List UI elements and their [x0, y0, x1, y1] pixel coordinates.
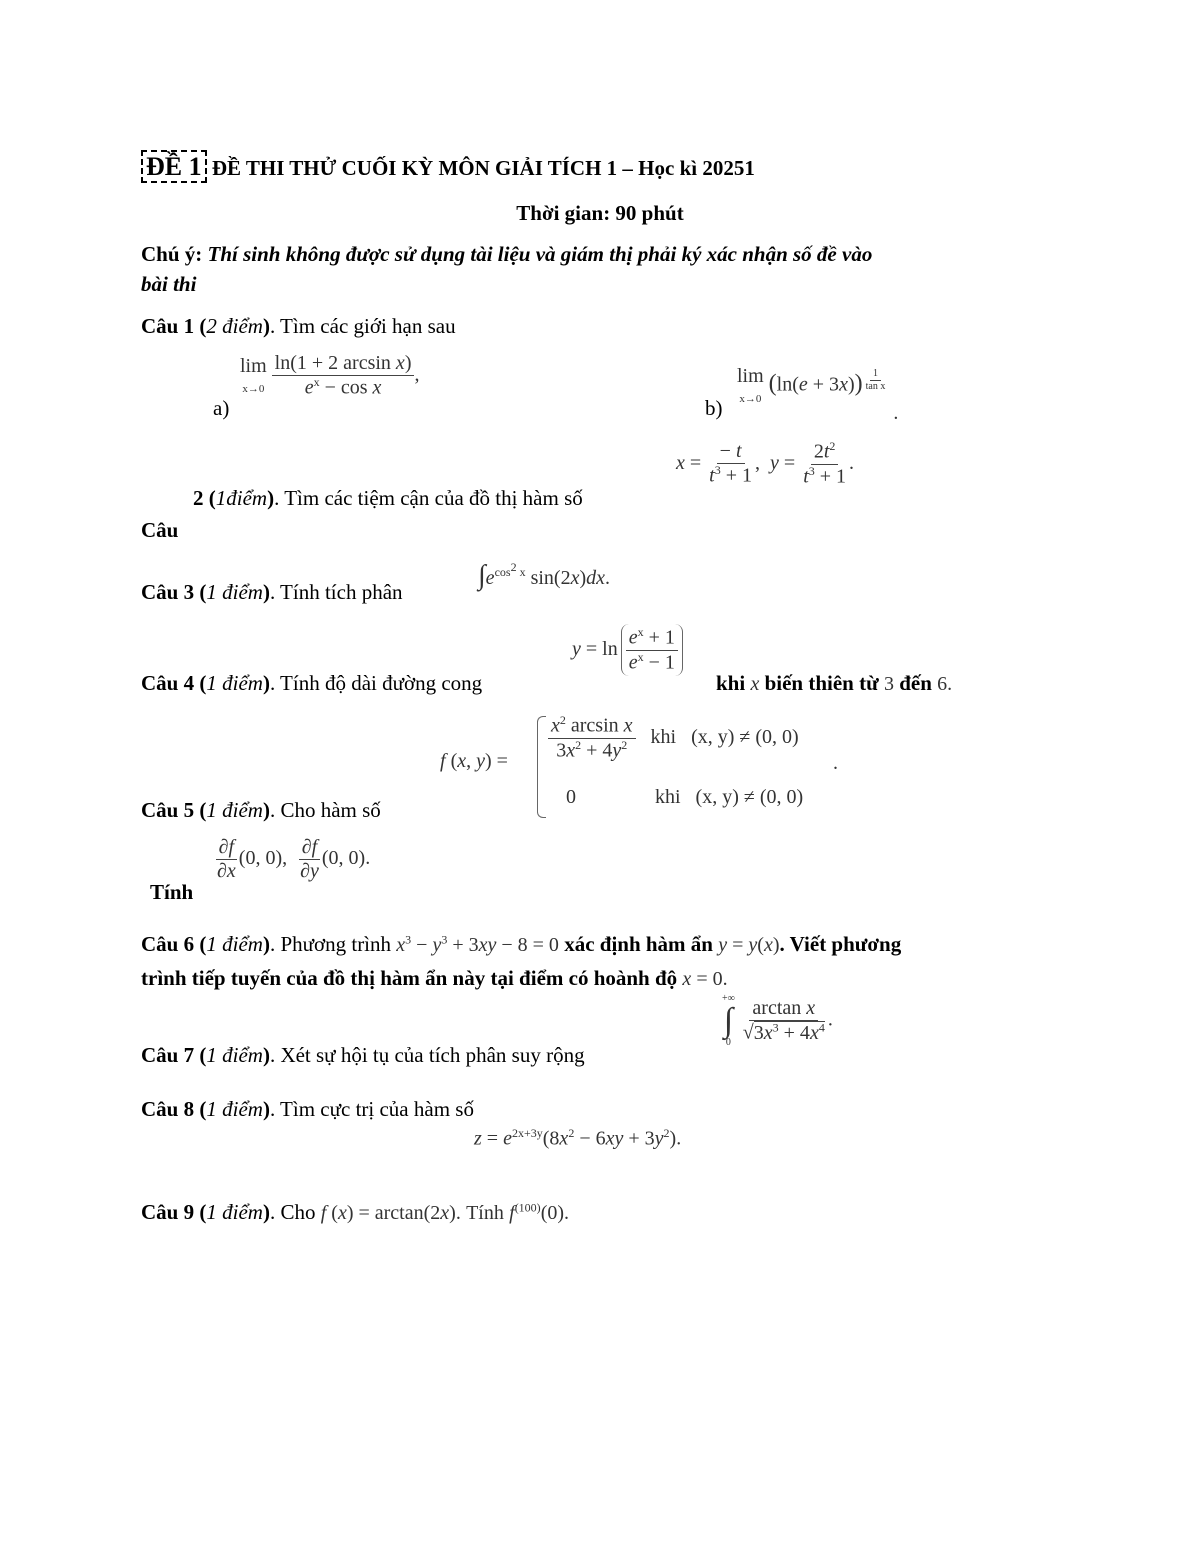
- exam-title-line: [141, 152, 755, 182]
- q5-brace: [537, 716, 546, 818]
- question-6-line2: trình tiếp tuyến của đồ thị hàm ẩn này tại điểm có hoành độ x = 0.: [141, 966, 728, 990]
- q9-derivative: $f^{(100)}(0)$.: [509, 1200, 570, 1224]
- exam-note-cont: bài thi: [141, 272, 197, 296]
- exam-code-badge: ĐỀ 1: [141, 150, 207, 183]
- q9-function: f (x) = arctan(2x).: [320, 1202, 461, 1224]
- q7-integral: +∞ ∫ 0 $\frac{\text{arctan x}}{√3x^3 + 4x^4}$ .: [722, 993, 833, 1048]
- question-8: Câu 8 (1 điểm). Tìm cực trị của hàm số: [141, 1097, 474, 1121]
- question-6: Câu 6 (1 điểm). Phương trình $x^3 - y^3 + 3xy - 8 = 0$ xác định hàm ẩn y = y(x). Viết phương: [141, 932, 902, 956]
- exam-time: Thời gian: 90 phút: [516, 201, 684, 225]
- q4-curve: y = ln $\frac{e^x + 1}{e^x - 1}$: [572, 624, 683, 676]
- q5-function-name: f (x, y) =: [440, 750, 508, 772]
- question-4: Câu 4 (1 điểm). Tính độ dài đường cong: [141, 671, 483, 695]
- q6-implicit: y = y(x): [718, 934, 780, 956]
- q1-limit-b: lim x→0 (ln(e + 3x)) $^{\frac{1}{\text{tan x}}}$ .: [737, 365, 899, 424]
- question-3: Câu 3 (1 điểm). Tính tích phân: [141, 580, 403, 604]
- question-5: Câu 5 (1 điểm). Cho hàm số: [141, 798, 381, 822]
- q2-parametric: x = $\frac{- t}{t^3 + 1}$ , y = $\frac{2t^2}{t^3 + 1}$ .: [676, 439, 855, 488]
- q6-equation: $x^3 - y^3 + 3xy - 8 = 0$: [396, 932, 559, 956]
- q9-compute: Tính: [466, 1202, 504, 1224]
- q5-partials: $\frac{\partial f}{\partial x}$ (0, 0), $\frac{\partial f}{\partial y}$ (0, 0).: [217, 836, 371, 882]
- q5-case-1: $\frac{x^2 \arcsin x}{3x^2 + 4y^2}$ khi (x, y) ≠ (0, 0): [548, 714, 799, 762]
- question-1: Câu 1 (2 điểm). Tìm các giới hạn sau: [141, 314, 456, 338]
- q1-part-b-label: b): [705, 396, 723, 420]
- q5-compute: Tính: [150, 880, 194, 904]
- q1-limit-a: lim x→0 $\frac{\text{ln(1 + 2 arcsin x)}}{e^x - \cos x}$ ,: [240, 352, 420, 399]
- q5-case-2: 0 khi (x, y) ≠ (0, 0): [566, 786, 804, 808]
- question-7: Câu 7 (1 điểm). Xét sự hội tụ của tích phân suy rộng: [141, 1043, 585, 1067]
- question-9: Câu 9 (1 điểm). Cho f (x) = arctan(2x). Tính $f^{(100)}(0)$.: [141, 1200, 570, 1224]
- q4-range: khi x biến thiên từ 3 đến 6.: [716, 671, 953, 695]
- exam-note: Chú ý: Thí sinh không được sử dụng tài liệu và giám thị phải ký xác nhận số đề vào: [141, 242, 873, 266]
- q3-integral: $\int e^{cos^2 x}$ sin(2x)dx.: [478, 560, 611, 591]
- exam-title: ĐỀ THI THỬ CUỐI KỲ MÔN GIẢI TÍCH 1 – Học kì 20251: [211, 156, 755, 180]
- q8-function: $z = e^{2x+3y}(8x^2 - 6xy + 3y^2)$.: [474, 1126, 682, 1150]
- question-2: 2 (1điểm). Tìm các tiệm cận của đồ thị hàm số: [193, 486, 583, 510]
- question-2-label: Câu: [141, 518, 179, 542]
- q1-part-a-label: a): [213, 396, 230, 420]
